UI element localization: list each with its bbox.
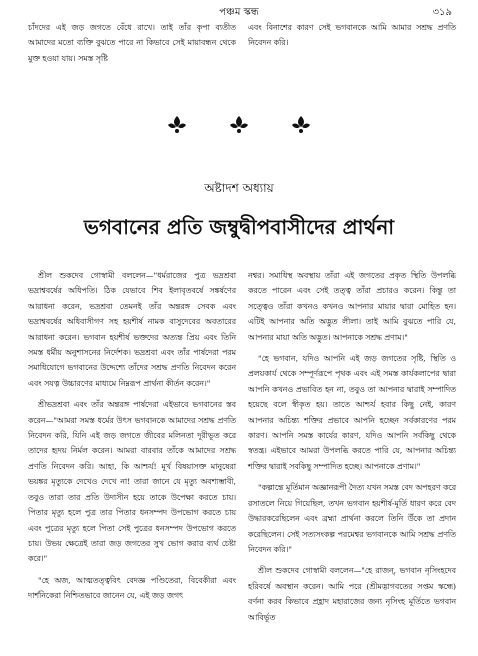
top-left-column [28,20,236,66]
chapter-title: ভগবানের প্রতি জম্বুদ্বীপবাসীদের প্রার্থনা [83,215,395,239]
chapter-label: অষ্টাদশ অধ্যায় [204,181,274,195]
main-right-column [248,268,456,625]
paragraph: "হে ভগবান, যদিও আপনি এই জড় জগতের সৃষ্টি, স্থিতি ও প্রলয়কার্য থেকে সম্পূর্ণরূপে পৃথক এবং এই সমস্ত কার্যকলাপের দ্বারা আপনি কখনও প্রভাবিত হন না, তবুও তা আপনার দ্বারাই সম্পাদিত হয়েছে বলে স্বীকৃত হয়। তাতে আশ্চর্য হবার কিছু নেই, কারণ আপনার অচিন্ত্য শক্তির প্রভাবে আপনি হচ্ছেন সর্বকারণের পরম কারণ। আপনি সমস্ত কার্যের কারণ, যদিও আপনি সর্বকিছু থেকে স্বতন্ত্র। এইভাবে আমরা উপলব্ধি করতে পারি যে, আপনার অচিন্ত্য শক্তির দ্বারাই সবকিছু সম্পাদিত হচ্ছে। আপনাকে প্রণাম।" [248,354,456,471]
main-left-column [28,268,236,625]
paragraph: নশ্বর। সমাধিস্থ অবস্থায় তাঁরা এই জগতের প্রকৃত স্থিতি উপলব্ধি করতে পারেন এবং সেই তত্ত্ব তাঁরা প্রচারও করেন। কিন্তু তা সত্ত্বেও তাঁরা কখনও কখনও আপনার মায়ার দ্বারা মোহিত হন। এটিই আপনার অতি অদ্ভুত লীলা। তাই আমি বুঝতে পারি যে, আপনার মায়া অতি অদ্ভুত। আপনাকে সশ্রদ্ধ প্রণাম।" [248,271,456,342]
running-title: পঞ্চম স্কন্ধ [219,7,259,18]
floral-ornament-icon [164,113,190,135]
paragraph: "হে অজ, আত্মতত্ত্ববিৎ বেদজ্ঞ পণ্ডিতেরা, বিবেকীরা এবং দার্শনিকেরা নিশ্চিতভাবে জানেন যে, এই জড় জগৎ [28,575,236,601]
ornament-divider [164,112,314,136]
paragraph: শ্রীভদ্রশ্রবা এবং তাঁর অন্তরঙ্গ পার্ষদেরা এইভাবে ভগবানের স্তব করেন—"আমরা সমস্ত ধর্মের উৎস ভগবানকে আমাদের সশ্রদ্ধ প্রণতি নিবেদন করি, যিনি এই জড় জগতে জীবের মলিনতা দূরীভূত করে তাদের হৃদয় নির্মল করেন। আমরা বারবার তাঁকে আমাদের সশ্রদ্ধ প্রণতি নিবেদন করি। আহা, কি আশ্চর্য! মূর্খ বিষয়াসক্ত মানুষেরা ভয়ঙ্কর মৃত্যুকে দেখেও দেখে না! তারা জানে যে মৃত্যু অবশ্যম্ভাবী, তবুও তারা তার প্রতি উদাসীন হয়ে তাকে উপেক্ষা করতে চায়। পিতার মৃত্যু হলে পুত্র তার পিতার ধনসম্পদ উপভোগ করতে চায় এবং পুত্রের মৃত্যু হলে পিতা সেই পুত্রের ধনসম্পদ উপভোগ করতে চায়। উভয় ক্ষেত্রেই তারা জড় জগতের সুখ ভোগ করার ব্যর্থ চেষ্টা করে।" [28,400,236,564]
floral-ornament-icon [288,113,314,135]
top-text-block [28,20,456,66]
top-right-paragraph: এবং বিনাশের কারণ সেই ভগবানকে আমি আমার সশ্রদ্ধ প্রণতি নিবেদন করি। [248,23,456,48]
paragraph: শ্রীল শুকদেব গোস্বামী বললেন—"হে রাজন্, ভগবান নৃসিংহদেব হরিবর্ষে অবস্থান করেন। আমি পরে (শ্রীমদ্ভাগবতের সপ্তম স্কন্ধে) বর্ণনা করব কিভাবে প্রহ্লাদ মহারাজের জন্য নৃসিংহ মূর্তিতে ভগবান আবির্ভূত [248,566,456,622]
main-text-block [28,268,456,625]
paragraph: "কল্পান্তে মূর্তিমান অজ্ঞানরূপী দৈত্য যখন সমস্ত বেদ অপহরণ করে রসাতলে নিয়ে গিয়েছিল, তখন ভগবান হয়শীর্ষ-মূর্তি ধারণ করে বেদ উদ্ধারকরেছিলেন এবং ব্রহ্মা প্রার্থনা করলে তিনি উঁকে তা প্রদান করেছিলেন। সেই সত্যসংকল্প পরমেশ্বর ভগবানকে আমি সশ্রদ্ধ প্রণতি নিবেদন করি।" [248,483,456,554]
top-left-paragraph: চাঁদদের এই জড় জগতে বেঁধে রাখে। তাই তাঁর কৃপা ব্যতীত আমাদের মতো ব্যক্তি বুঝতে পারে না কিভাবে সেই মায়াবন্ধন থেকে মুক্ত হওয়া যায়। সমস্ত সৃষ্টি [28,23,236,63]
floral-ornament-icon [226,113,252,135]
top-right-column [248,20,456,66]
page-number: ৩১৯ [432,7,452,18]
paragraph: শ্রীল শুকদেব গোস্বামী বললেন—"ধর্মরাজের পুত্র ভদ্রশ্রবা ভদ্রাশ্ববর্ষের অধিপতি। ঠিক যেভাবে শিব ইলাবৃতবর্ষে সঙ্কর্ষণের আরাধনা করেন, ভদ্রশ্রবা তেমনই তাঁর অন্তরঙ্গ সেবক এবং ভদ্রাশ্ববর্ষের অধিবাসীগণ সহ হয়শীর্ষ নামক বাসুদেবের অবতারের আরাধনা করেন। ভগবান হয়শীর্ষ ভক্তদের অত্যন্ত প্রিয় এবং তিনি সমস্ত ধর্মীয় অনুশাসনের নির্দেশক। ভদ্রশ্রবা এবং তাঁর পার্ষদেরা পরম সমাধিযোগে ভগবানের উদ্দেশ্যে তাঁদের সশ্রদ্ধ প্রণতি নিবেদন করেন এবং সযত্ন উচ্চারণের মাধ্যমে নিম্নরূপ প্রার্থনা কীর্তন করেন।" [28,271,236,388]
